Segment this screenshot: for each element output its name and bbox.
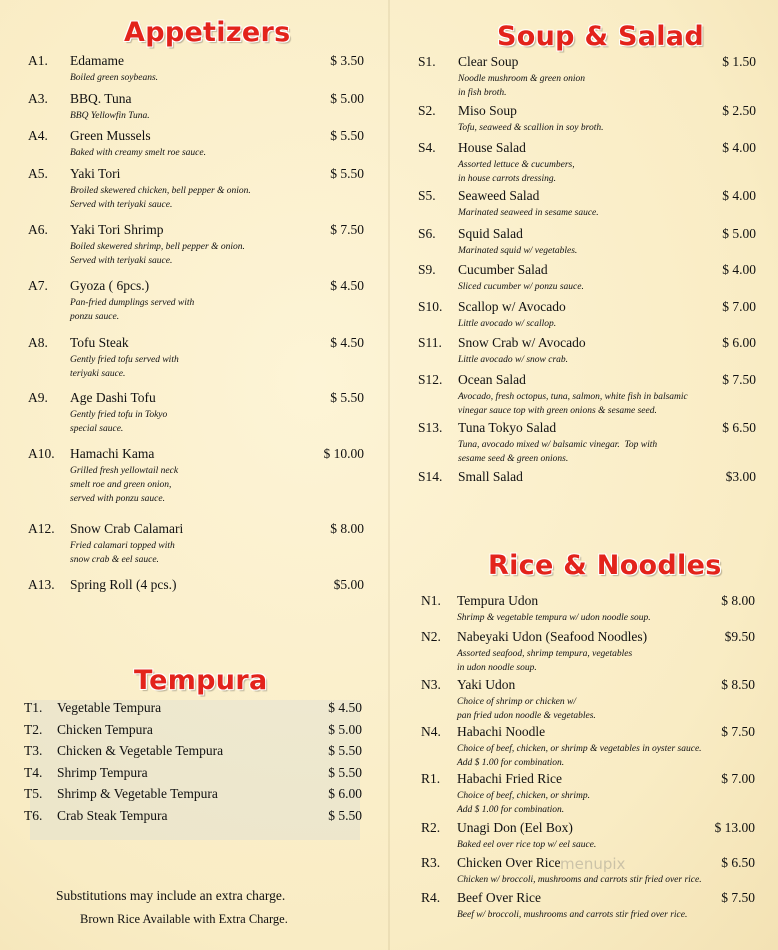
item-code: A5. (28, 166, 48, 181)
menu-item (421, 629, 755, 673)
item-price: $ 5.50 (330, 128, 364, 143)
item-code: S14. (418, 469, 443, 484)
item-code: S11. (418, 335, 442, 350)
menu-item (28, 390, 364, 434)
item-price: $ 4.50 (328, 700, 362, 715)
item-price: $5.00 (333, 577, 364, 592)
item-name: Yaki Udon (457, 677, 516, 692)
item-description: Baked with creamy smelt roe sauce. (70, 148, 206, 158)
item-price: $ 6.00 (328, 786, 362, 801)
item-description: Choice of beef, chicken, or shrimp. Add $ 1.00 for combination. (457, 791, 590, 815)
item-code: S9. (418, 262, 436, 277)
item-name: Cucumber Salad (458, 262, 548, 277)
item-name: Vegetable Tempura (57, 700, 162, 715)
menu-item (421, 724, 755, 768)
menu-item (421, 890, 755, 920)
item-price: $ 4.50 (330, 278, 364, 293)
menu-item (28, 128, 364, 158)
item-price: $ 5.00 (328, 722, 362, 737)
item-description: Avocado, fresh octopus, tuna, salmon, white fish in balsamic vinegar sauce top with green onions & sesame seed. (458, 392, 688, 416)
item-description: Fried calamari topped with snow crab & eel sauce. (70, 541, 175, 565)
item-name: BBQ. Tuna (70, 91, 132, 106)
item-price: $ 8.50 (721, 677, 755, 692)
menu-item (418, 103, 756, 133)
menu-item (421, 677, 755, 721)
menu-item (28, 521, 364, 565)
item-name: Squid Salad (458, 226, 523, 241)
item-name: Ocean Salad (458, 372, 526, 387)
item-description: Little avocado w/ snow crab. (458, 355, 569, 365)
menu-item (418, 226, 756, 256)
item-description: Grilled fresh yellowtail neck smelt roe and green onion, served with ponzu sauce. (70, 466, 179, 504)
item-name: Seaweed Salad (458, 188, 540, 203)
item-price: $ 7.50 (721, 890, 755, 905)
item-name: Age Dashi Tofu (70, 390, 156, 405)
item-code: S12. (418, 372, 443, 387)
item-code: A3. (28, 91, 48, 106)
appetizers-heading: Appetizers (124, 17, 291, 48)
item-price: $ 7.00 (722, 299, 756, 314)
item-description: Tuna, avocado mixed w/ balsamic vinegar. Top with sesame seed & green onions. (458, 440, 658, 464)
item-code: N3. (421, 677, 441, 692)
item-description: Noodle mushroom & green onion in fish broth. (458, 74, 586, 98)
menu-item (418, 335, 756, 365)
menu-item (421, 820, 755, 850)
item-name: Nabeyaki Udon (Seafood Noodles) (457, 629, 648, 644)
item-price: $ 7.50 (722, 372, 756, 387)
item-price: $ 4.50 (330, 335, 364, 350)
menu-item (28, 166, 364, 210)
item-price: $ 4.00 (722, 188, 756, 203)
item-code: T2. (24, 722, 43, 737)
item-description: Pan-fried dumplings served with ponzu sauce. (70, 298, 195, 322)
item-price: $ 13.00 (714, 820, 755, 835)
menu-item (418, 420, 756, 464)
item-price: $ 8.00 (330, 521, 364, 536)
menu-item (28, 278, 364, 322)
item-code: R3. (421, 855, 441, 870)
item-description: Beef w/ broccoli, mushrooms and carrots stir fried over rice. (457, 910, 688, 920)
item-name: Crab Steak Tempura (57, 808, 168, 823)
item-code: A12. (28, 521, 55, 536)
item-name: Gyoza ( 6pcs.) (70, 278, 150, 293)
item-description: Choice of shrimp or chicken w/ pan fried udon noodle & vegetables. (457, 697, 596, 721)
item-name: Small Salad (458, 469, 523, 484)
item-code: S1. (418, 54, 436, 69)
item-code: T6. (24, 808, 43, 823)
item-name: House Salad (458, 140, 526, 155)
item-description: Tofu, seaweed & scallion in soy broth. (458, 123, 604, 133)
item-name: Yaki Tori Shrimp (70, 222, 164, 237)
menu-item (24, 722, 362, 738)
menu-item (24, 700, 362, 716)
item-name: Tuna Tokyo Salad (458, 420, 557, 435)
rice-noodles-heading: Rice & Noodles (488, 550, 722, 581)
item-price: $9.50 (724, 629, 755, 644)
menu-item (24, 743, 362, 759)
item-name: Shrimp & Vegetable Tempura (57, 786, 218, 801)
substitutions-note: Substitutions may include an extra charge. (56, 888, 286, 903)
item-code: S6. (418, 226, 436, 241)
item-code: R4. (421, 890, 441, 905)
item-name: Tempura Udon (457, 593, 539, 608)
item-description: Broiled skewered chicken, bell pepper & onion. Served with teriyaki sauce. (70, 186, 251, 210)
item-code: S10. (418, 299, 443, 314)
item-code: A1. (28, 53, 48, 68)
item-code: S4. (418, 140, 436, 155)
item-price: $3.00 (725, 469, 756, 484)
item-code: A8. (28, 335, 48, 350)
tempura-heading: Tempura (134, 665, 268, 696)
item-code: A4. (28, 128, 48, 143)
item-price: $ 5.50 (328, 743, 362, 758)
item-code: N4. (421, 724, 441, 739)
item-description: BBQ Yellowfin Tuna. (70, 111, 150, 121)
item-price: $ 1.50 (722, 54, 756, 69)
item-price: $ 4.00 (722, 262, 756, 277)
item-price: $ 5.50 (330, 390, 364, 405)
item-price: $ 2.50 (722, 103, 756, 118)
item-description: Assorted lettuce & cucumbers, in house carrots dressing. (458, 160, 575, 184)
menu-item (28, 446, 364, 504)
item-price: $ 6.50 (721, 855, 755, 870)
menu-item (24, 765, 362, 781)
menu-item (28, 91, 364, 121)
item-price: $ 5.50 (328, 808, 362, 823)
item-description: Marinated squid w/ vegetables. (458, 246, 578, 256)
menu-item (418, 188, 756, 218)
item-name: Unagi Don (Eel Box) (457, 820, 573, 835)
item-name: Miso Soup (458, 103, 517, 118)
item-price: $ 6.50 (722, 420, 756, 435)
item-description: Marinated seaweed in sesame sauce. (458, 208, 599, 218)
menu-item (421, 771, 755, 815)
item-price: $ 5.50 (328, 765, 362, 780)
menu-item (28, 222, 364, 266)
item-code: T5. (24, 786, 43, 801)
item-code: T4. (24, 765, 43, 780)
menu-item (418, 262, 756, 292)
item-code: S13. (418, 420, 443, 435)
item-code: A9. (28, 390, 48, 405)
item-price: $ 3.50 (330, 53, 364, 68)
item-price: $ 7.00 (721, 771, 755, 786)
item-name: Hamachi Kama (70, 446, 155, 461)
menu-item (418, 469, 756, 485)
item-price: $ 10.00 (323, 446, 364, 461)
item-code: R1. (421, 771, 441, 786)
item-description: Boiled skewered shrimp, bell pepper & onion. Served with teriyaki sauce. (70, 242, 245, 266)
item-code: S2. (418, 103, 436, 118)
item-price: $ 7.50 (721, 724, 755, 739)
item-name: Green Mussels (70, 128, 151, 143)
item-name: Scallop w/ Avocado (458, 299, 566, 314)
item-price: $ 4.00 (722, 140, 756, 155)
menu-item (24, 786, 362, 802)
item-description: Shrimp & vegetable tempura w/ udon noodle soup. (457, 613, 651, 623)
item-code: T1. (24, 700, 43, 715)
item-name: Shrimp Tempura (57, 765, 148, 780)
item-name: Beef Over Rice (457, 890, 541, 905)
page-fold (388, 0, 390, 950)
item-price: $ 5.50 (330, 166, 364, 181)
item-code: N2. (421, 629, 441, 644)
menu-item (28, 53, 364, 83)
item-description: Chicken w/ broccoli, mushrooms and carrots stir fried over rice. (457, 875, 702, 885)
menu-item (24, 808, 362, 824)
item-name: Edamame (70, 53, 124, 68)
item-name: Chicken & Vegetable Tempura (57, 743, 224, 758)
menu-item (418, 54, 756, 98)
item-code: N1. (421, 593, 441, 608)
item-description: Gently fried tofu served with teriyaki sauce. (70, 355, 179, 379)
item-price: $ 8.00 (721, 593, 755, 608)
item-description: Choice of beef, chicken, or shrimp & vegetables in oyster sauce. Add $ 1.00 for combination. (457, 744, 702, 768)
item-price: $ 5.00 (722, 226, 756, 241)
soup-salad-heading: Soup & Salad (497, 21, 704, 52)
watermark: menupix (560, 855, 626, 873)
item-description: Boiled green soybeans. (70, 73, 159, 83)
item-name: Chicken Tempura (57, 722, 153, 737)
item-name: Spring Roll (4 pcs.) (70, 577, 177, 592)
item-description: Sliced cucumber w/ ponzu sauce. (458, 282, 584, 292)
item-name: Habachi Fried Rice (457, 771, 562, 786)
item-code: A10. (28, 446, 55, 461)
item-code: A6. (28, 222, 48, 237)
item-name: Snow Crab w/ Avocado (458, 335, 586, 350)
menu-item (418, 372, 756, 416)
item-description: Baked eel over rice top w/ eel sauce. (457, 840, 597, 850)
item-price: $ 5.00 (330, 91, 364, 106)
menu-item (421, 593, 755, 623)
item-name: Chicken Over Rice (457, 855, 561, 870)
item-price: $ 7.50 (330, 222, 364, 237)
menu-item (28, 335, 364, 379)
item-description: Gently fried tofu in Tokyo special sauce. (70, 410, 168, 434)
item-code: S5. (418, 188, 436, 203)
item-code: T3. (24, 743, 43, 758)
menu-item (418, 140, 756, 184)
menu-item (28, 577, 364, 593)
item-description: Assorted seafood, shrimp tempura, vegetables in udon noodle soup. (457, 649, 633, 673)
item-name: Clear Soup (458, 54, 519, 69)
item-name: Snow Crab Calamari (70, 521, 184, 536)
item-description: Little avocado w/ scallop. (458, 319, 557, 329)
item-name: Tofu Steak (70, 335, 129, 350)
item-code: R2. (421, 820, 441, 835)
brown-rice-note: Brown Rice Available with Extra Charge. (80, 912, 288, 926)
item-code: A13. (28, 577, 55, 592)
item-name: Habachi Noodle (457, 724, 546, 739)
item-code: A7. (28, 278, 48, 293)
menu-item (418, 299, 756, 329)
item-name: Yaki Tori (70, 166, 121, 181)
item-price: $ 6.00 (722, 335, 756, 350)
